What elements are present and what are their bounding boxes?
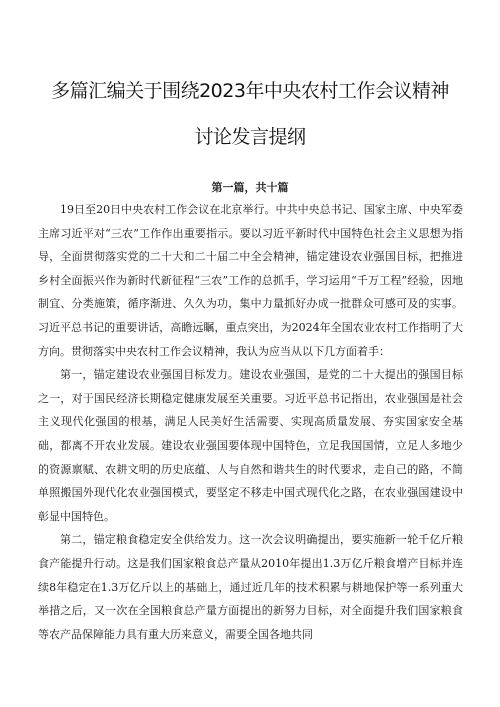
document-title-line-1: 多篇汇编关于围绕2023年中央农村工作会议精神 [51, 80, 449, 102]
document-body [38, 198, 463, 646]
document-title-line-2: 讨论发言提纲 [194, 126, 306, 148]
paragraph-second-point: 第二，锚定粮食稳定安全供给发力。这一次会议明确提出，要实施新一轮千亿斤粮食产能提升行动。这是我们国家粮食总产量从2010年提出1.3万亿斤粮食增产目标并连续8年稳定在1.3万亿斤以上的基础上，通过近几年的技术积累与耕地保护等一系列重大举措之后，又一次在全国粮食总产量方面提出的新努力目标，对全面提升我们国家粮食等农产品保障能力具有重大历来意义，需要全国各地共同 [38, 533, 463, 641]
document-subtitle: 第一篇，共十篇 [211, 181, 289, 194]
paragraph-first-point: 第一，锚定建设农业强国目标发力。建设农业强国，是党的二十大提出的强国目标之一，对于国民经济长期稳定健康发展至关重要。习近平总书记指出，农业强国是社会主义现代化强国的根基，满足人民美好生活需要、实现高质量发展、夯实国家安全基础，都离不开农业发展。建设农业强国要体现中国特色，立足我国国情，立足人多地少的资源禀赋、农耕文明的历史底蕴、人与自然和谐共生的时代要求，走自己的路，不简单照搬国外现代化农业强国模式，要坚定不移走中国式现代化之路，在农业强国建设中彰显中国特色。 [38, 368, 463, 523]
paragraph-intro: 19日至20日中央农村工作会议在北京举行。中共中央总书记、国家主席、中央军委主席习近平对“三农”工作作出重要指示。要以习近平新时代中国特色社会主义思想为指导，全面贯彻落实党的二十大和二十届二中全会精神，锚定建设农业强国目标，把推进乡村全面振兴作为新时代新征程“三农”工作的总抓手，学习运用“千万工程”经验，因地制宜、分类施策，循序渐进、久久为功，集中力量抓好办成一批群众可感可及的实事。习近平总书记的重要讲话，高瞻远瞩，重点突出，为2024年全国农业农村工作指明了大方向。贯彻落实中央农村工作会议精神，我认为应当从以下几方面着手： [38, 203, 463, 358]
